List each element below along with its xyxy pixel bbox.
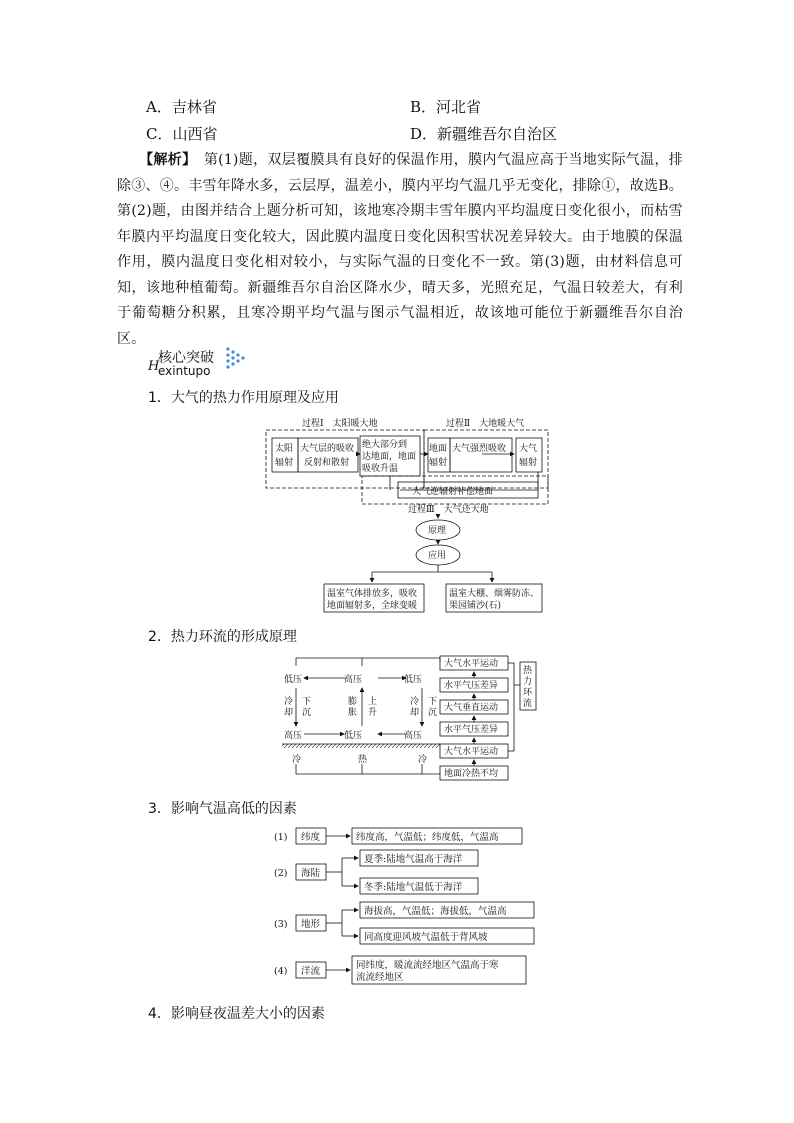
section-title-2: 2．热力环流的形成原理 [148, 629, 297, 645]
sink1-a: 下 [302, 697, 312, 707]
application-label: 应用 [428, 551, 447, 561]
option-b: B．河北省 [410, 98, 482, 116]
pressure-low-1: 低压 [284, 675, 303, 685]
result-latitude: 纬度高，气温低；纬度低，气温高 [356, 832, 499, 843]
factor-ocean-current: 洋流 [301, 966, 321, 977]
analysis-paragraph [117, 148, 683, 352]
row-num-4: (4) [274, 966, 288, 977]
row-num-1: (1) [274, 832, 288, 843]
principle-label: 原理 [428, 526, 447, 536]
section-title-3: 3．影响气温高低的因素 [148, 801, 297, 817]
chain-label-4: 水平气压差异 [444, 725, 499, 735]
result-winter: 冬季:陆地气温低于海洋 [364, 882, 463, 893]
ground-line2: 辐射 [429, 458, 448, 468]
cold1-a: 冷 [284, 697, 294, 707]
cold2-b: 却 [410, 708, 420, 718]
ground-line1: 地面 [429, 444, 448, 454]
diagram-atmospheric-heating [262, 414, 554, 616]
sun-line1: 太阳 [275, 444, 294, 454]
chain-label-3: 大气垂直运动 [444, 703, 499, 713]
option-a: A．吉林省 [146, 98, 217, 116]
sink2-a: 下 [428, 697, 438, 707]
result-summer: 夏季:陆地气温高于海洋 [364, 854, 463, 865]
circulation-char-2: 力 [523, 677, 533, 687]
chain-label-1: 大气水平运动 [444, 659, 499, 669]
right-result-line1: 温室大棚、烟雾防冻、 [449, 589, 540, 599]
pressure-low-2: 低压 [404, 675, 423, 685]
result-altitude: 海拔高，气温低；海拔低，气温高 [364, 906, 507, 917]
header-pinyin: exintupo [158, 364, 211, 378]
chain-label-5: 大气水平运动 [444, 747, 499, 757]
pressure-high-b1: 高压 [284, 731, 303, 741]
absorb-line1: 大气层的吸收 [300, 444, 355, 454]
cold1-b: 却 [284, 708, 294, 718]
sun-line2: 辐射 [275, 458, 294, 468]
analysis-text: 第(1)题，双层覆膜具有良好的保温作用，膜内气温应高于当地实际气温，排除③、④。丰雪年降水多，云层厚，温差小，膜内平均气温几乎无变化，排除①，故选B。第(2)题，由图并结合上题分析可知，该地寒冷期丰雪年膜内平均温度日变化很小，而枯雪年膜内平均温度日变化较大，因此膜内温度日变化因积雪状况差异较大。由于地膜的保温作用，膜内温度日变化相对较小，与实际气温的日变化不一致。第(3)题，由材料信息可知，该地种植葡萄。新疆维吾尔自治区降水少，晴天多，光照充足，气温日较差大，有利于葡萄糖分积累，且寒冷期平均气温与图示气温相近，故该地可能位于新疆维吾尔自治区。 [117, 152, 683, 347]
reach-line3: 吸收升温 [362, 464, 399, 474]
ground-hot-mid: 热 [358, 755, 368, 765]
factor-land-sea: 海陆 [301, 868, 321, 879]
rise-b: 升 [368, 708, 378, 718]
factor-latitude: 纬度 [301, 832, 321, 843]
expand-a: 膨 [348, 697, 358, 707]
sink1-b: 沉 [302, 708, 312, 718]
ground-cold-right: 冷 [418, 755, 428, 765]
option-d: D．新疆维吾尔自治区 [410, 125, 558, 143]
result-slope: 同高度迎风坡气温低于背风坡 [364, 932, 488, 943]
reach-line2: 达地面，地面 [362, 452, 417, 462]
atmos-line1: 大气 [519, 444, 538, 454]
circulation-char-1: 热 [523, 666, 533, 676]
reach-line1: 绝大部分到 [362, 440, 408, 450]
circulation-char-3: 环 [523, 688, 533, 698]
cold2-a: 冷 [410, 697, 420, 707]
section-title-1: 1．大气的热力作用原理及应用 [148, 390, 339, 406]
left-result-line1: 温室气体排放多，吸收 [327, 589, 418, 599]
diagram-temperature-factors [272, 822, 538, 990]
header-title: 核心突破 [158, 350, 214, 366]
uneven-heating-label: 地面冷热不均 [444, 769, 499, 779]
strong-absorb-label: 大气强烈吸收 [452, 444, 507, 454]
factor-terrain: 地形 [301, 919, 321, 930]
absorb-line2: 反射和散射 [304, 458, 350, 468]
result-ocean-current-line2: 流流经地区 [356, 972, 404, 983]
ground-cold-left: 冷 [292, 755, 302, 765]
row-num-2: (2) [274, 868, 288, 879]
option-c: C．山西省 [146, 125, 218, 143]
header-letter: H [148, 359, 160, 374]
row-num-3: (3) [274, 919, 288, 930]
diagram-thermal-circulation [282, 654, 538, 786]
process1-label: 过程Ⅰ 太阳暖大地 [302, 419, 378, 429]
chevron-decoration-icon [224, 345, 246, 373]
right-result-line2: 果园铺沙(石) [449, 601, 502, 611]
counter-radiation-label: 大气逆辐射补偿地面 [412, 487, 494, 497]
result-ocean-current-line1: 同纬度，暖流流经地区气温高于寒 [356, 960, 499, 971]
circulation-char-4: 流 [523, 699, 533, 709]
pressure-high-1: 高压 [344, 675, 363, 685]
process2-label: 过程Ⅱ 大地暖大气 [446, 419, 525, 429]
process3-label: 过程Ⅲ 大气还大地 [408, 505, 489, 515]
pressure-high-b2: 高压 [404, 731, 423, 741]
rise-a: 上 [368, 697, 378, 707]
core-breakthrough-header [148, 347, 258, 381]
chain-label-2: 水平气压差异 [444, 681, 499, 691]
left-result-line2: 地面辐射多，全球变暖 [327, 601, 418, 611]
analysis-tag: 【解析】 [139, 152, 190, 168]
atmos-line2: 辐射 [519, 458, 538, 468]
expand-b: 胀 [348, 708, 358, 718]
sink2-b: 沉 [428, 708, 438, 718]
section-title-4: 4．影响昼夜温差大小的因素 [148, 1006, 325, 1022]
pressure-low-b: 低压 [344, 731, 363, 741]
ground-hatch [282, 744, 440, 748]
